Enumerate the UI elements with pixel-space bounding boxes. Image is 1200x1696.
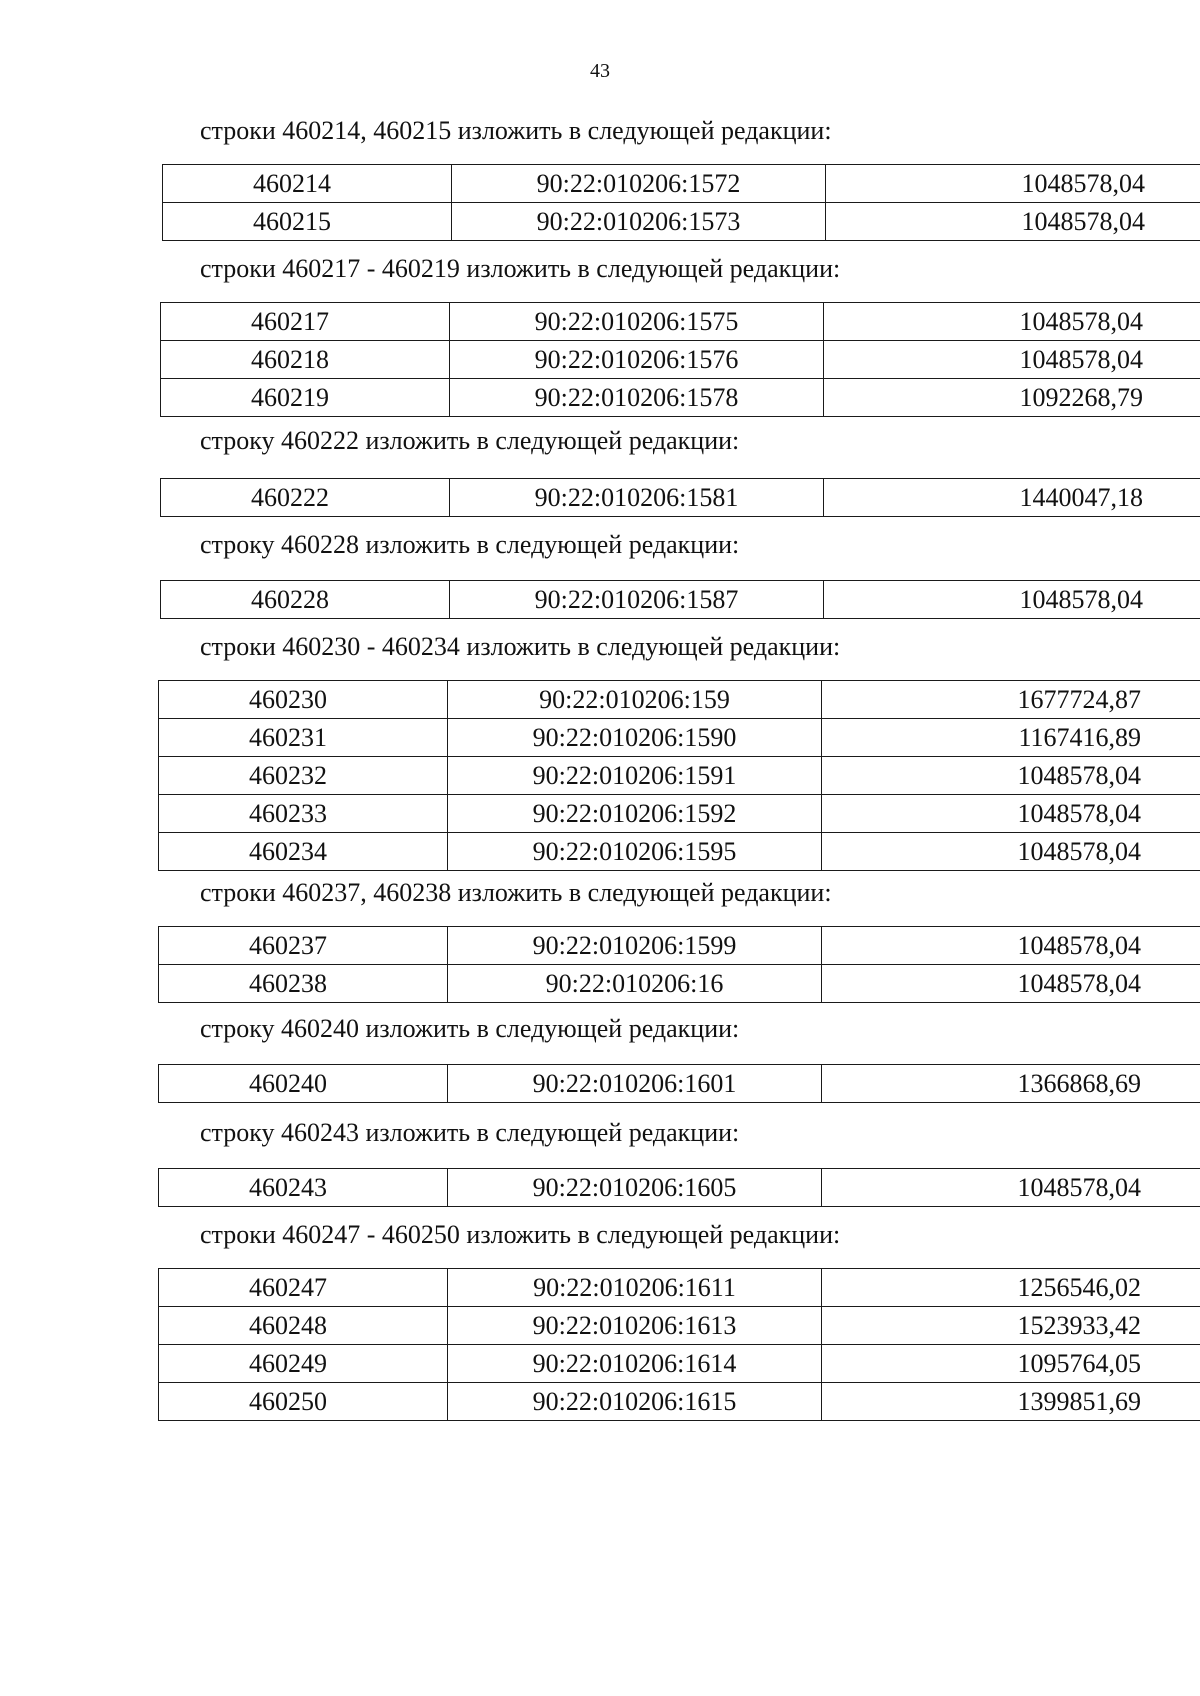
value-cell: 1095764,05 <box>822 1345 1200 1383</box>
amendment-section <box>160 116 1145 236</box>
row-number-cell: 460231 <box>159 719 448 757</box>
table-row <box>159 795 1200 833</box>
value-cell: 1048578,04 <box>822 965 1200 1003</box>
row-number-cell: 460230 <box>159 681 448 719</box>
row-number-cell: 460248 <box>159 1307 448 1345</box>
section-heading: строки 460237, 460238 изложить в следующей редакции: <box>200 878 832 907</box>
section-heading: строки 460214, 460215 изложить в следующей редакции: <box>200 116 832 145</box>
row-number-cell: 460247 <box>159 1269 448 1307</box>
value-cell: 1048578,04 <box>822 927 1200 965</box>
row-number-cell: 460243 <box>159 1169 448 1207</box>
value-cell: 1366868,69 <box>822 1065 1200 1103</box>
amendment-section <box>160 530 1143 614</box>
table-row <box>159 1169 1200 1207</box>
cadastral-number-cell: 90:22:010206:1613 <box>448 1307 822 1345</box>
value-cell: 1048578,04 <box>822 795 1200 833</box>
amendment-table <box>158 1268 1200 1421</box>
cadastral-number-cell: 90:22:010206:1592 <box>448 795 822 833</box>
amendment-table <box>158 1064 1200 1103</box>
table-row <box>159 833 1200 871</box>
table-row <box>159 927 1200 965</box>
table-row <box>159 757 1200 795</box>
table-row <box>163 165 1200 203</box>
cadastral-number-cell: 90:22:010206:1587 <box>450 581 824 619</box>
table-row <box>159 719 1200 757</box>
value-cell: 1048578,04 <box>824 303 1200 341</box>
amendment-table <box>160 580 1200 619</box>
amendment-table <box>160 478 1200 517</box>
amendment-section <box>160 632 1141 866</box>
row-number-cell: 460219 <box>161 379 450 417</box>
section-heading: строку 460243 изложить в следующей редакции: <box>200 1118 740 1147</box>
table-row <box>159 681 1200 719</box>
page-number: 43 <box>590 60 610 82</box>
cadastral-number-cell: 90:22:010206:159 <box>448 681 822 719</box>
cadastral-number-cell: 90:22:010206:1599 <box>448 927 822 965</box>
value-cell: 1048578,04 <box>824 341 1200 379</box>
value-cell: 1048578,04 <box>822 757 1200 795</box>
cadastral-number-cell: 90:22:010206:1611 <box>448 1269 822 1307</box>
value-cell: 1048578,04 <box>824 581 1200 619</box>
cadastral-number-cell: 90:22:010206:1591 <box>448 757 822 795</box>
section-heading: строку 460222 изложить в следующей редакции: <box>200 426 740 455</box>
amendment-section <box>160 254 1143 412</box>
row-number-cell: 460233 <box>159 795 448 833</box>
cadastral-number-cell: 90:22:010206:16 <box>448 965 822 1003</box>
cadastral-number-cell: 90:22:010206:1575 <box>450 303 824 341</box>
section-heading: строки 460247 - 460250 изложить в следующей редакции: <box>200 1220 841 1249</box>
value-cell: 1677724,87 <box>822 681 1200 719</box>
amendment-section <box>160 878 1141 998</box>
value-cell: 1167416,89 <box>822 719 1200 757</box>
value-cell: 1523933,42 <box>822 1307 1200 1345</box>
table-row <box>161 341 1200 379</box>
section-heading: строку 460240 изложить в следующей редакции: <box>200 1014 740 1043</box>
value-cell: 1048578,04 <box>822 833 1200 871</box>
value-cell: 1048578,04 <box>822 1169 1200 1207</box>
section-heading: строки 460230 - 460234 изложить в следующей редакции: <box>200 632 841 661</box>
value-cell: 1440047,18 <box>824 479 1200 517</box>
row-number-cell: 460249 <box>159 1345 448 1383</box>
table-row <box>161 303 1200 341</box>
value-cell: 1092268,79 <box>824 379 1200 417</box>
cadastral-number-cell: 90:22:010206:1578 <box>450 379 824 417</box>
row-number-cell: 460222 <box>161 479 450 517</box>
table-row <box>161 479 1200 517</box>
cadastral-number-cell: 90:22:010206:1573 <box>452 203 826 241</box>
value-cell: 1399851,69 <box>822 1383 1200 1421</box>
amendment-table <box>158 926 1200 1003</box>
table-row <box>159 1383 1200 1421</box>
amendment-table <box>158 1168 1200 1207</box>
cadastral-number-cell: 90:22:010206:1572 <box>452 165 826 203</box>
amendment-table <box>160 302 1200 417</box>
table-row <box>159 1345 1200 1383</box>
row-number-cell: 460228 <box>161 581 450 619</box>
row-number-cell: 460250 <box>159 1383 448 1421</box>
row-number-cell: 460237 <box>159 927 448 965</box>
value-cell: 1256546,02 <box>822 1269 1200 1307</box>
value-cell: 1048578,04 <box>826 165 1200 203</box>
row-number-cell: 460240 <box>159 1065 448 1103</box>
table-row <box>161 581 1200 619</box>
section-heading: строки 460217 - 460219 изложить в следующей редакции: <box>200 254 841 283</box>
table-row <box>159 1065 1200 1103</box>
value-cell: 1048578,04 <box>826 203 1200 241</box>
table-row <box>159 965 1200 1003</box>
cadastral-number-cell: 90:22:010206:1614 <box>448 1345 822 1383</box>
table-row <box>159 1307 1200 1345</box>
table-row <box>163 203 1200 241</box>
section-heading: строку 460228 изложить в следующей редакции: <box>200 530 740 559</box>
cadastral-number-cell: 90:22:010206:1576 <box>450 341 824 379</box>
cadastral-number-cell: 90:22:010206:1605 <box>448 1169 822 1207</box>
cadastral-number-cell: 90:22:010206:1581 <box>450 479 824 517</box>
row-number-cell: 460215 <box>163 203 452 241</box>
amendment-table <box>162 164 1200 241</box>
amendment-section <box>160 1220 1141 1416</box>
amendment-section <box>160 1118 1141 1202</box>
table-row <box>159 1269 1200 1307</box>
row-number-cell: 460217 <box>161 303 450 341</box>
cadastral-number-cell: 90:22:010206:1615 <box>448 1383 822 1421</box>
cadastral-number-cell: 90:22:010206:1601 <box>448 1065 822 1103</box>
amendment-table <box>158 680 1200 871</box>
amendment-section <box>160 1014 1141 1098</box>
amendment-section <box>160 426 1143 512</box>
row-number-cell: 460214 <box>163 165 452 203</box>
row-number-cell: 460234 <box>159 833 448 871</box>
cadastral-number-cell: 90:22:010206:1590 <box>448 719 822 757</box>
table-row <box>161 379 1200 417</box>
row-number-cell: 460238 <box>159 965 448 1003</box>
row-number-cell: 460218 <box>161 341 450 379</box>
row-number-cell: 460232 <box>159 757 448 795</box>
cadastral-number-cell: 90:22:010206:1595 <box>448 833 822 871</box>
